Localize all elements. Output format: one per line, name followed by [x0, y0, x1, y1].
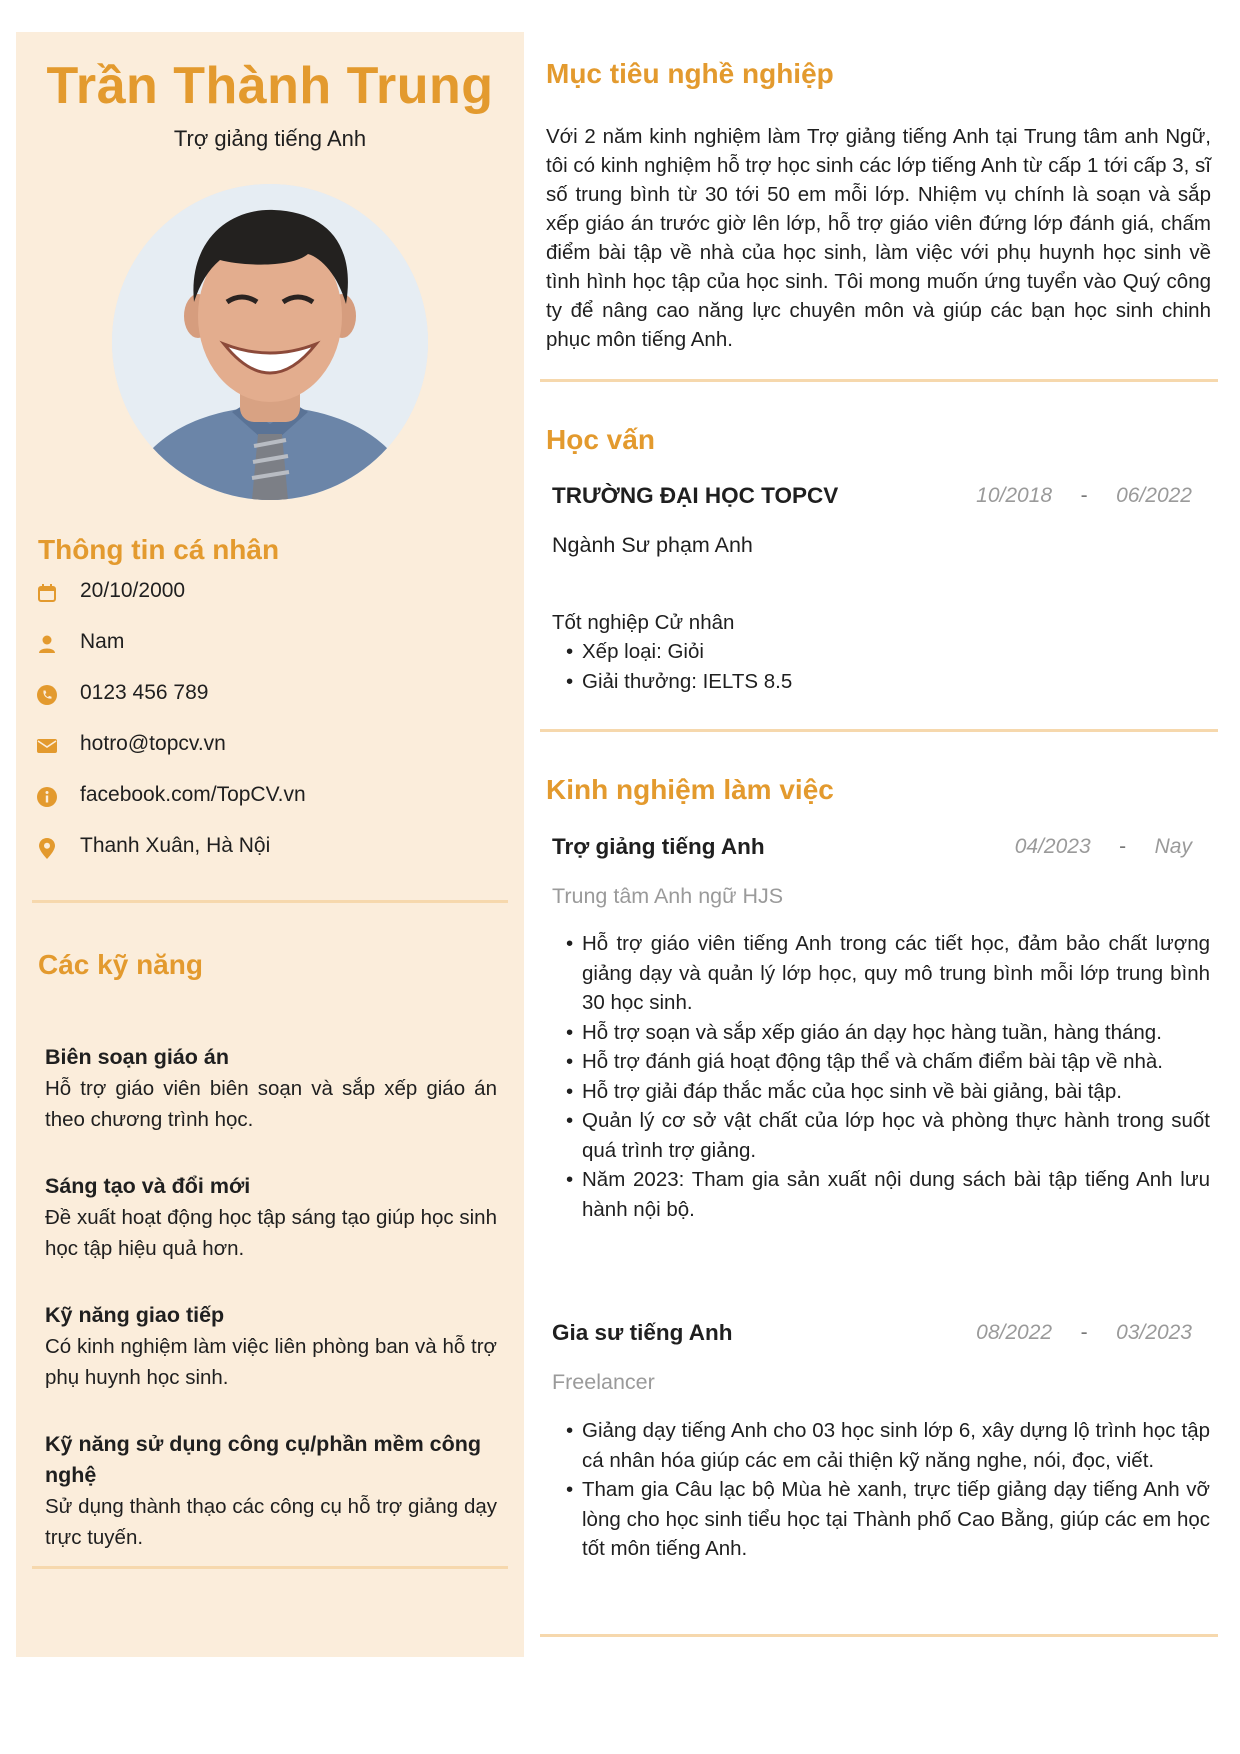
list-item: • Tham gia Câu lạc bộ Mùa hè xanh, trực tiếp giảng dạy tiếng Anh vỡ lòng cho học sinh tiểu học tại Thành phố Cao Bằng, giúp các em học tốt môn tiếng Anh.: [552, 1475, 1210, 1564]
education-header: [552, 483, 1192, 509]
list-item: • Hỗ trợ soạn và sắp xếp giáo án dạy học hàng tuần, hàng tháng.: [552, 1018, 1210, 1048]
profile-photo: [112, 184, 428, 500]
list-item: • Năm 2023: Tham gia sản xuất nội dung sách bài tập tiếng Anh lưu hành nội bộ.: [552, 1165, 1210, 1224]
info-row-gender: [36, 629, 506, 680]
objective-text: Với 2 năm kinh nghiệm làm Trợ giảng tiếng Anh tại Trung tâm anh Ngữ, tôi có kinh nghiệm hỗ trợ học sinh các lớp tiếng Anh từ cấp 1 tới cấp 3, sĩ số trung bình từ 30 tới 50 em mỗi lớp. Nhiệm vụ chính là soạn và sắp xếp giáo án trước giờ lên lớp, hỗ trợ giáo viên đứng lớp đánh giá, chấm điểm bài tập về nhà của học sinh, làm việc với phụ huynh học sinh về tình hình học tập của học sinh. Tôi mong muốn ứng tuyển vào Quý công ty để nâng cao năng lực chuyên môn và giúp các bạn học sinh chinh phục môn tiếng Anh.: [546, 125, 1211, 351]
info-row-facebook: [36, 782, 506, 833]
date-separator: -: [1119, 835, 1127, 858]
job-company: Freelancer: [552, 1370, 655, 1394]
education-end: 06/2022: [1116, 484, 1192, 507]
job-bullets: [552, 929, 1210, 1224]
job-position: Trợ giảng tiếng Anh: [552, 834, 765, 859]
education-major: Ngành Sư phạm Anh: [552, 533, 753, 557]
candidate-name: Trần Thành Trung: [46, 57, 494, 115]
job-header: [552, 1320, 1192, 1346]
email-value: hotro@topcv.vn: [80, 732, 226, 755]
list-item: • Giải thưởng: IELTS 8.5: [552, 667, 1210, 697]
experience-title: Kinh nghiệm làm việc: [546, 774, 834, 805]
birthdate-value: 20/10/2000: [80, 579, 186, 602]
skill-description: Sử dụng thành thạo các công cụ hỗ trợ giảng dạy trực tuyến.: [45, 1495, 497, 1549]
info-row-phone: [36, 680, 506, 731]
location-icon: [36, 837, 58, 859]
job-end: 03/2023: [1116, 1321, 1192, 1344]
skill-item: [45, 1300, 497, 1393]
skill-title: Kỹ năng giao tiếp: [45, 1303, 225, 1327]
info-row-birthdate: [36, 578, 506, 629]
objective-title: Mục tiêu nghề nghiệp: [546, 58, 834, 89]
email-icon: [36, 735, 58, 757]
skill-item: [45, 1042, 497, 1135]
education-dates: [976, 484, 1192, 508]
sidebar: [16, 32, 524, 1657]
skill-item: [45, 1429, 497, 1553]
job-start: 04/2023: [1014, 835, 1091, 858]
skills-title: Các kỹ năng: [38, 949, 203, 980]
info-row-address: [36, 833, 506, 884]
skill-item: [45, 1171, 497, 1264]
education-degree: Tốt nghiệp Cử nhân: [552, 611, 735, 634]
education-divider: [540, 729, 1218, 732]
education-title: Học vấn: [546, 424, 655, 455]
phone-icon: [36, 684, 58, 706]
info-row-email: [36, 731, 506, 782]
address-value: Thanh Xuân, Hà Nội: [80, 834, 271, 857]
skill-description: Hỗ trợ giáo viên biên soạn và sắp xếp giáo án theo chương trình học.: [45, 1077, 497, 1131]
job-bullets: [552, 1416, 1210, 1564]
list-item: • Hỗ trợ giáo viên tiếng Anh trong các tiết học, đảm bảo chất lượng giảng dạy và quản lý lớp học, quy mô trung bình mỗi lớp trung bình 30 học sinh.: [552, 929, 1210, 1018]
personal-info-title: Thông tin cá nhân: [38, 534, 280, 565]
job-dates: [1015, 835, 1192, 859]
job-dates: [976, 1321, 1192, 1345]
objective-divider: [540, 379, 1218, 382]
list-item: • Hỗ trợ đánh giá hoạt động tập thể và chấm điểm bài tập về nhà.: [552, 1047, 1210, 1077]
skills-list: [45, 1042, 497, 1589]
skill-description: Có kinh nghiệm làm việc liên phòng ban và hỗ trợ phụ huynh học sinh.: [45, 1335, 497, 1389]
skill-title: Biên soạn giáo án: [45, 1045, 229, 1069]
sidebar-bottom-divider: [32, 1566, 508, 1569]
experience-divider: [540, 1634, 1218, 1637]
job-position: Gia sư tiếng Anh: [552, 1320, 733, 1345]
job-end: Nay: [1154, 835, 1192, 858]
skill-description: Đề xuất hoạt động học tập sáng tạo giúp học sinh học tập hiệu quả hơn.: [45, 1206, 497, 1260]
personal-info-list: [36, 578, 506, 884]
info-icon: [36, 786, 58, 808]
skill-title: Sáng tạo và đổi mới: [45, 1174, 251, 1198]
date-separator: -: [1080, 1321, 1088, 1344]
user-icon: [36, 633, 58, 655]
skill-title: Kỹ năng sử dụng công cụ/phần mềm công nghệ: [45, 1432, 482, 1487]
list-item: • Hỗ trợ giải đáp thắc mắc của học sinh về bài giảng, bài tập.: [552, 1077, 1210, 1107]
candidate-role: Trợ giảng tiếng Anh: [173, 126, 367, 151]
phone-value: 0123 456 789: [80, 681, 209, 704]
list-item: • Xếp loại: Giỏi: [552, 637, 1210, 667]
list-item: • Quản lý cơ sở vật chất của lớp học và phòng thực hành trong suốt quá trình trợ giảng.: [552, 1106, 1210, 1165]
school-name: TRƯỜNG ĐẠI HỌC TOPCV: [552, 483, 839, 508]
calendar-icon: [36, 582, 58, 604]
gender-value: Nam: [80, 630, 125, 653]
job-start: 08/2022: [976, 1321, 1053, 1344]
date-separator: -: [1080, 484, 1088, 507]
education-bullets: [552, 637, 1210, 696]
sidebar-divider: [32, 900, 508, 903]
education-start: 10/2018: [976, 484, 1053, 507]
list-item: • Giảng dạy tiếng Anh cho 03 học sinh lớp 6, xây dựng lộ trình học tập cá nhân hóa giúp các em cải thiện kỹ năng nghe, nói, đọc, viết.: [552, 1416, 1210, 1475]
facebook-value: facebook.com/TopCV.vn: [80, 783, 306, 806]
job-company: Trung tâm Anh ngữ HJS: [552, 884, 784, 908]
job-header: [552, 834, 1192, 860]
